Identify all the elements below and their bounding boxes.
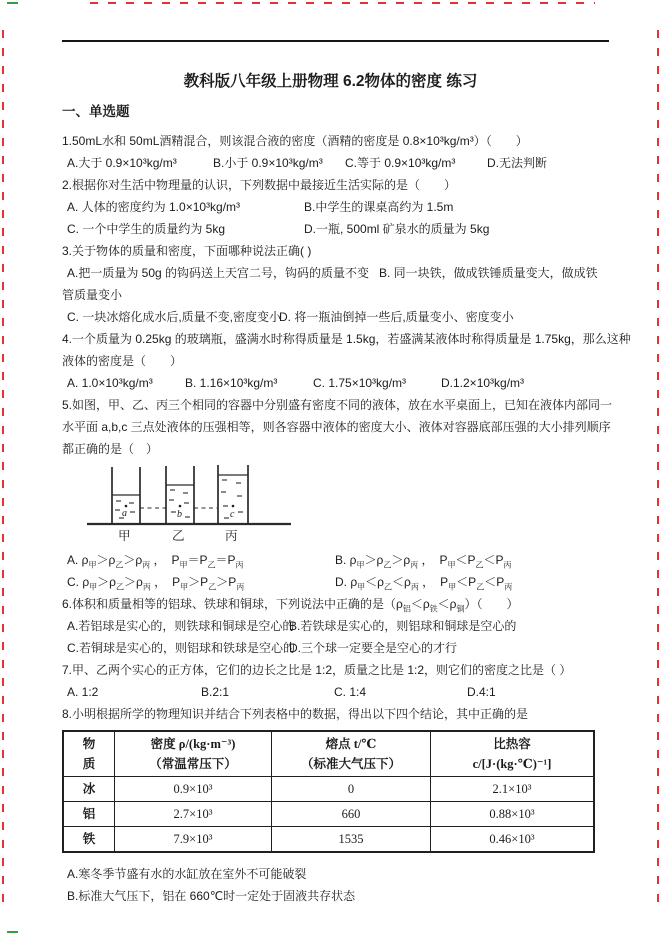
q4-option-c: C. 1.75×10³kg/m³ xyxy=(313,376,407,390)
q6-option-b: B.若铁球是实心的，则铝球和铜球是空心的 xyxy=(289,619,517,633)
q6-stem: 6.体积和质量相等的铝球、铁球和铜球，下列说法中正确的是$(\rho_铝<\rho_铁<\rho_铜)$（ ） xyxy=(62,597,519,614)
q3-stem: 3.关于物体的质量和密度，下面哪种说法正确( ) xyxy=(62,244,312,258)
point-label-a: a xyxy=(122,508,127,519)
q1-options xyxy=(62,152,618,174)
q2-options-row1 xyxy=(62,196,618,218)
q7-option-c: C. 1:4 xyxy=(334,685,367,699)
container-label-yi: 乙 xyxy=(172,529,185,542)
q5-stem-line2: 水平面 a,b,c 三点处液体的压强相等，则各容器中液体的密度大小、液体对容器底部压强的大小排列顺序 xyxy=(62,420,611,434)
q4-option-d: D.1.2×10³kg/m³ xyxy=(441,376,525,390)
q6-option-c: C.若铜球是实心的，则铝球和铁球是空心的 xyxy=(67,641,296,655)
q8-stem: 8.小明根据所学的物理知识并结合下列表格中的数据，得出以下四个结论，其中正确的是 xyxy=(62,707,529,721)
page-edge-marks-top xyxy=(90,2,595,4)
col-header-density: 密度 ρ/(kg·m⁻³) （常温常压下） xyxy=(115,731,272,777)
q3-option-d: D. 将一瓶油倒掉一些后,质量变小、密度变小 xyxy=(279,310,514,324)
q4-stem-line2: 液体的密度是（ ） xyxy=(62,354,183,368)
page-edge-marks-left xyxy=(2,30,4,908)
q5-option-b: B. $\rho_甲>\rho_乙>\rho_丙$ ， $P_甲<P_乙<P_丙$ xyxy=(335,553,512,570)
q7-option-a: A. 1:2 xyxy=(67,685,99,699)
q4-options xyxy=(62,372,618,394)
q3-option-c: C. 一块冰熔化成水后,质量不变,密度变小 xyxy=(67,310,282,324)
q2-option-d: D.一瓶, 500ml 矿泉水的质量为 5kg xyxy=(304,222,490,236)
q1-option-c: C.等于 0.9×10³kg/m³ xyxy=(345,156,456,170)
q5-option-d: D. $\rho_甲<\rho_乙<\rho_丙$ ， $P_甲<P_乙<P_丙$ xyxy=(335,575,513,592)
q3-option-b: B. 同一块铁，做成铁锤质量变大，做成铁 xyxy=(379,266,598,280)
q2-options-row2 xyxy=(62,218,618,240)
q8-option-a: A.寒冬季节盛有水的水缸放在室外不可能破裂 xyxy=(67,867,307,881)
q5-figure xyxy=(86,462,618,547)
q3-options-row2 xyxy=(62,306,618,328)
page-title: 教科版八年级上册物理 6.2物体的密度 练习 xyxy=(183,73,478,90)
q2-option-c: C. 一个中学生的质量约为 5kg xyxy=(67,222,226,236)
q3-options-row1 xyxy=(62,262,618,284)
page-edge-mark-bottom-green xyxy=(7,931,18,933)
table-header-row xyxy=(63,731,594,777)
q7-options xyxy=(62,681,618,703)
q3-option-a: A.把一质量为 50g 的钩码送上天宫二号，钩码的质量不变 xyxy=(67,266,370,280)
q4-option-a: A. 1.0×10³kg/m³ xyxy=(67,376,153,390)
section-heading: 一、单选题 xyxy=(62,104,130,119)
q1-option-a: A.大于 0.9×10³kg/m³ xyxy=(67,156,177,170)
q6-option-d: D.三个球一定要全是空心的才行 xyxy=(289,641,458,655)
point-label-c: c xyxy=(230,509,235,520)
header-rule xyxy=(62,40,609,42)
q2-option-a: A. 人体的密度约为 1.0×10³kg/m³ xyxy=(67,200,241,214)
q5-option-c: C. $\rho_甲>\rho_乙>\rho_丙$ ， $P_甲>P_乙>P_丙$ xyxy=(67,575,245,592)
q4-option-b: B. 1.16×10³kg/m³ xyxy=(185,376,278,390)
q8-data-table xyxy=(62,730,595,853)
q6-option-a: A.若铝球是实心的，则铁球和铜球是空心的 xyxy=(67,619,295,633)
col-header-specific-heat: 比热容 c/[J·(kg·℃)⁻¹] xyxy=(431,731,595,777)
q4-stem-line1: 4.一个质量为 0.25kg 的玻璃瓶，盛满水时称得质量是 1.5kg，若盛满某液体时称得质量是 1.75kg，那么这种 xyxy=(62,332,631,346)
container-label-bing: 丙 xyxy=(225,529,238,542)
container-label-jia: 甲 xyxy=(118,529,131,542)
q2-option-b: B.中学生的课桌高约为 1.5m xyxy=(304,200,454,214)
q5-option-a: A. $\rho_甲>\rho_乙>\rho_丙$ ， $P_甲=P_乙=P_丙$ xyxy=(67,553,244,570)
q8-option-b: B.标准大气压下，铝在 660℃时一定处于固液共存状态 xyxy=(67,889,356,903)
page-edge-marks-right xyxy=(657,30,659,908)
q5-stem-line3: 都正确的是（ ） xyxy=(62,442,159,456)
q7-option-b: B.2:1 xyxy=(201,685,230,699)
q5-stem-line1: 5.如图，甲、乙、丙三个相同的容器中分别盛有密度不同的液体，放在水平桌面上，已知在液体内部同一 xyxy=(62,398,613,412)
q5-options-row2 xyxy=(62,571,618,593)
q6-options-row2 xyxy=(62,637,618,659)
q6-options-row1 xyxy=(62,615,618,637)
q1-option-d: D.无法判断 xyxy=(487,156,548,170)
worksheet-content xyxy=(62,102,631,907)
q3-option-b-continued: 管质量变小 xyxy=(62,288,123,302)
q5-containers-diagram xyxy=(86,462,292,542)
page-edge-mark-top-green xyxy=(7,2,18,4)
col-header-substance: 物 质 xyxy=(63,731,115,777)
q1-stem: 1.50mL水和 50mL酒精混合，则该混合液的密度（酒精的密度是 0.8×10³kg/m³）（ ） xyxy=(62,134,528,148)
table-row-iron: 铁 7.9×10³ 1535 0.46×10³ xyxy=(63,827,594,853)
table-row-ice: 冰 0.9×10³ 0 2.1×10³ xyxy=(63,777,594,802)
col-header-melting-point: 熔点 t/℃ （标准大气压下） xyxy=(272,731,431,777)
q1-option-b: B.小于 0.9×10³kg/m³ xyxy=(213,156,323,170)
q7-option-d: D.4:1 xyxy=(467,685,496,699)
table-row-aluminum: 铝 2.7×10³ 660 0.88×10³ xyxy=(63,802,594,827)
point-label-b: b xyxy=(177,509,182,520)
q2-stem: 2.根据你对生活中物理量的认识，下列数据中最接近生活实际的是（ ） xyxy=(62,178,457,192)
q7-stem: 7.甲、乙两个实心的正方体，它们的边长之比是 1:2，质量之比是 1:2，则它们的密度之比是（ ） xyxy=(62,663,572,677)
q5-options-row1 xyxy=(62,549,618,571)
